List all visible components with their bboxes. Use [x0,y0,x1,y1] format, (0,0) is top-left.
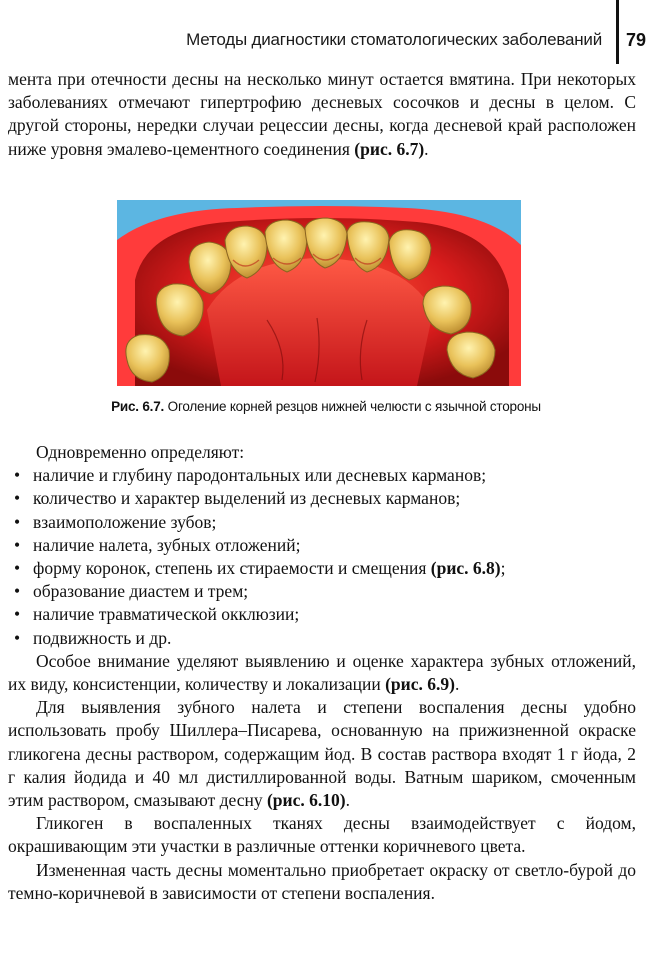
paragraph-text: Особое внимание уделяют выявлению и оценке характера зубных отложений, их виду, консистенции, количеству и локализации [8,650,636,695]
paragraph-text: Измененная часть десны моментально приобретает окраску от светло-бурой до темно-коричневой в зависимости от степени воспаления. [8,859,636,903]
paragraph-text: Гликоген в воспаленных тканях десны взаимодействует с йодом, окрашивающим эти участки в различные оттенки коричневого цвета. [8,813,636,857]
list-item-text: образование диастем и трем; [33,581,249,602]
list-item-text: количество и характер выделений из десневых карманов; [33,488,461,509]
list-item [8,487,636,510]
paragraph-end: . [345,790,350,811]
paragraph-schiller-test [8,696,636,812]
list-item-text: форму коронок, степень их стираемости и смещения [33,558,431,579]
list-item [8,580,636,603]
page-number: 79 [626,30,647,50]
list-item [8,511,636,534]
list-item-text: подвижность и др. [33,627,172,648]
list-item-text: наличие налета, зубных отложений; [33,534,301,555]
caption-label: Рис. 6.7. [111,399,165,414]
page-header [0,0,652,70]
paragraph-deposits [8,650,636,696]
main-text [8,441,636,905]
figure-ref-6-9: (рис. 6.9) [385,674,455,695]
list-item [8,464,636,487]
list-item [8,627,636,650]
list-lead: Одновременно определяют: [36,442,245,462]
list-item [8,534,636,557]
list-item [8,603,636,626]
list-item-text: взаимоположение зубов; [33,511,217,532]
paragraph-end: . [454,674,460,695]
diagnostic-list [8,464,636,650]
list-item-text: наличие и глубину пародонтальных или десневых карманов; [33,465,487,486]
figure-caption [0,399,652,414]
list-item [8,557,636,580]
paragraph-glycogen [8,812,636,858]
intro-paragraph [8,68,636,161]
header-divider [616,0,619,64]
teeth-photo-illustration [117,200,521,386]
caption-text: Оголение корней резцов нижней челюсти с язычной стороны [164,399,541,414]
running-title: Методы диагностики стоматологических заболеваний [186,30,602,49]
intro-end: . [424,138,429,159]
intro-block [8,68,636,161]
figure-ref-6-7: (рис. 6.7) [354,138,425,159]
paragraph-color-change [8,859,636,905]
list-item-text: наличие травматической окклюзии; [33,604,300,625]
intro-text: мента при отечности десны на несколько минут остается вмятина. При некоторых заболеваниях отмечают гипертрофию десневых сосочков и десны в целом. С другой стороны, нередки случаи рецессии десны, когда десневой край расположен ниже уровня эмалево-цементного соединения [8,69,636,159]
figure-6-7-photo [117,200,521,386]
figure-ref-6-10: (рис. 6.10) [266,790,346,811]
list-item-end: ; [500,558,506,579]
paragraph-text: Для выявления зубного налета и степени воспаления десны удобно использовать пробу Шиллера–Писарева, основанную на прижизненной окраске гликогена десны раствором, содержащим йод. В состав раствора входят 1 г йода, 2 г калия йодида и 40 мл дистиллированной воды. Ватным шариком, смоченным этим раствором, смазывают десну [8,697,636,811]
figure-ref-6-8: (рис. 6.8) [430,558,501,579]
